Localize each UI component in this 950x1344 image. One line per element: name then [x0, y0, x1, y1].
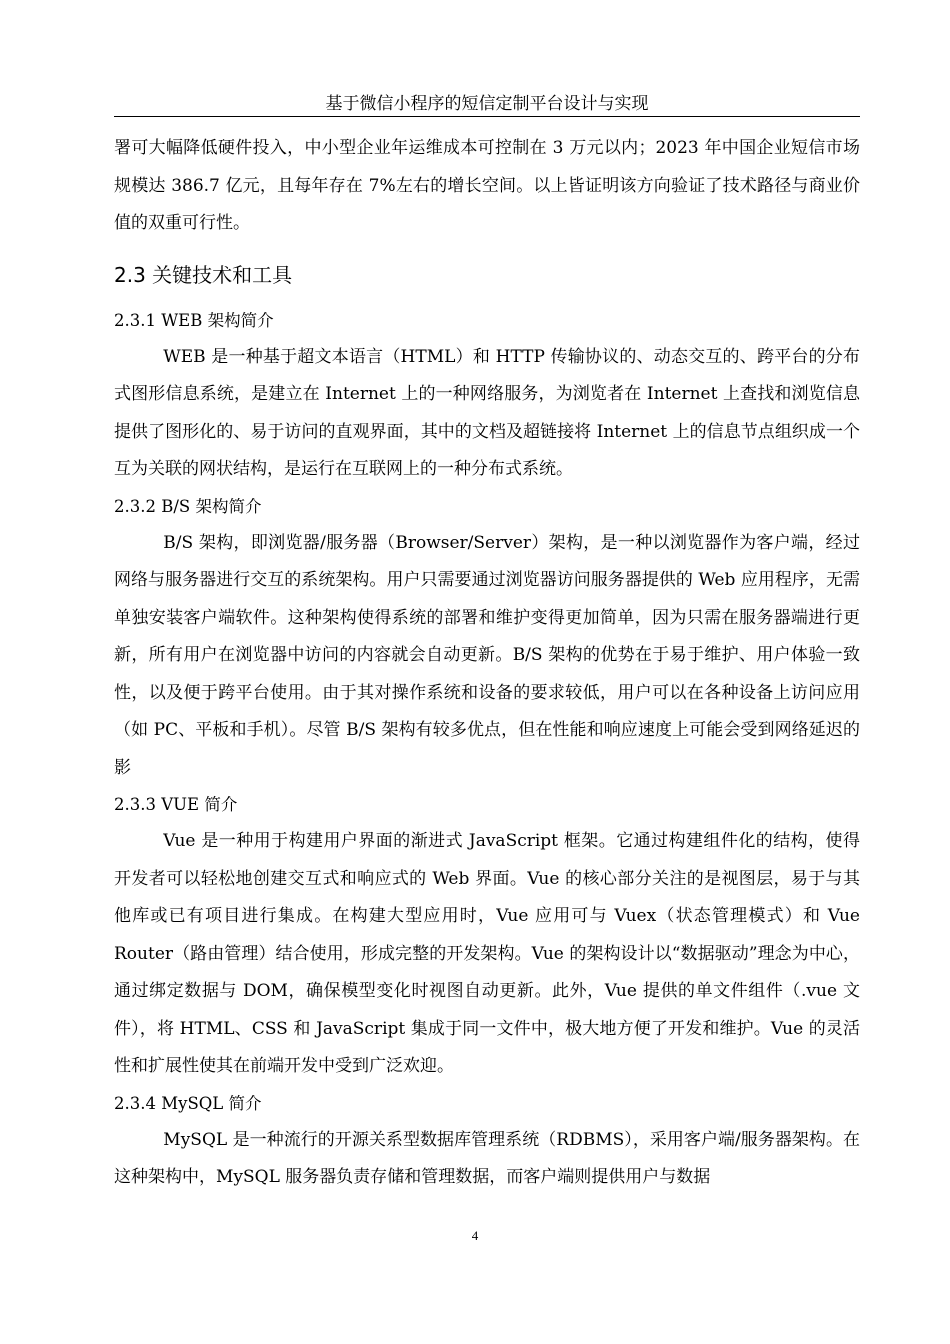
header-rule — [114, 116, 860, 117]
subsection-body-mysql: MySQL 是一种流行的开源关系型数据库管理系统（RDBMS），采用客户端/服务器架构。在这种架构中，MySQL 服务器负责存储和管理数据，而客户端则提供用户与数据 — [114, 1129, 860, 1187]
intro-paragraph: 署可大幅降低硬件投入，中小型企业年运维成本可控制在 3 万元以内；2023 年中国企业短信市场规模达 386.7 亿元，且每年存在 7%左右的增长空间。以上皆证明该方向验证了技术路径与商业价值的双重可行性。 — [114, 138, 860, 233]
subsection-heading-mysql: 2.3.4 MySQL 简介 — [114, 1093, 262, 1113]
section-heading: 2.3 关键技术和工具 — [114, 262, 293, 287]
subsection-heading-web: 2.3.1 WEB 架构简介 — [114, 310, 274, 330]
subsection-body-bs: B/S 架构，即浏览器/服务器（Browser/Server）架构，是一种以浏览器作为客户端，经过网络与服务器进行交互的系统架构。用户只需要通过浏览器访问服务器提供的 Web 应用程序，无需单独安装客户端软件。这种架构使得系统的部署和维护变得更加简单，因为只需在服务器端进行更新，所有用户在浏览器中访问的内容就会自动更新。B/S 架构的优势在于易于维护、用户体验一致性，以及便于跨平台使用。由于其对操作系统和设备的要求较低，用户可以在各种设备上访问应用（如 PC、平板和手机）。尽管 B/S 架构有较多优点，但在性能和响应速度上可能会受到网络延迟的影 — [114, 532, 860, 778]
subsection-heading-bs: 2.3.2 B/S 架构简介 — [114, 496, 262, 516]
subsection-heading-vue: 2.3.3 VUE 简介 — [114, 795, 238, 814]
subsection-body-vue: Vue 是一种用于构建用户界面的渐进式 JavaScript 框架。它通过构建组件化的结构，使得开发者可以轻松地创建交互式和响应式的 Web 界面。Vue 的核心部分关注的是视图层，易于与其他库或已有项目进行集成。在构建大型应用时，Vue 应用可与 Vuex（状态管理模式）和 Vue Router（路由管理）结合使用，形成完整的开发架构。Vue 的架构设计以“数据驱动”理念为中心，通过绑定数据与 DOM，确保模型变化时视图自动更新。此外，Vue 提供的单文件组件（.vue 文件），将 HTML、CSS 和 JavaScript 集成于同一文件中，极大地方便了开发和维护。Vue 的灵活性和扩展性使其在前端开发中受到广泛欢迎。 — [114, 831, 860, 1076]
page-content — [114, 130, 860, 1197]
page-number: 4 — [471, 1228, 479, 1243]
page-header-title: 基于微信小程序的短信定制平台设计与实现 — [325, 94, 649, 114]
subsection-body-web: WEB 是一种基于超文本语言（HTML）和 HTTP 传输协议的、动态交互的、跨平台的分布式图形信息系统，是建立在 Internet 上的一种网络服务，为浏览者在 Internet 上查找和浏览信息提供了图形化的、易于访问的直观界面，其中的文档及超链接将 Internet 上的信息节点组织成一个互为关联的网状结构，是运行在互联网上的一种分布式系统。 — [114, 346, 860, 479]
